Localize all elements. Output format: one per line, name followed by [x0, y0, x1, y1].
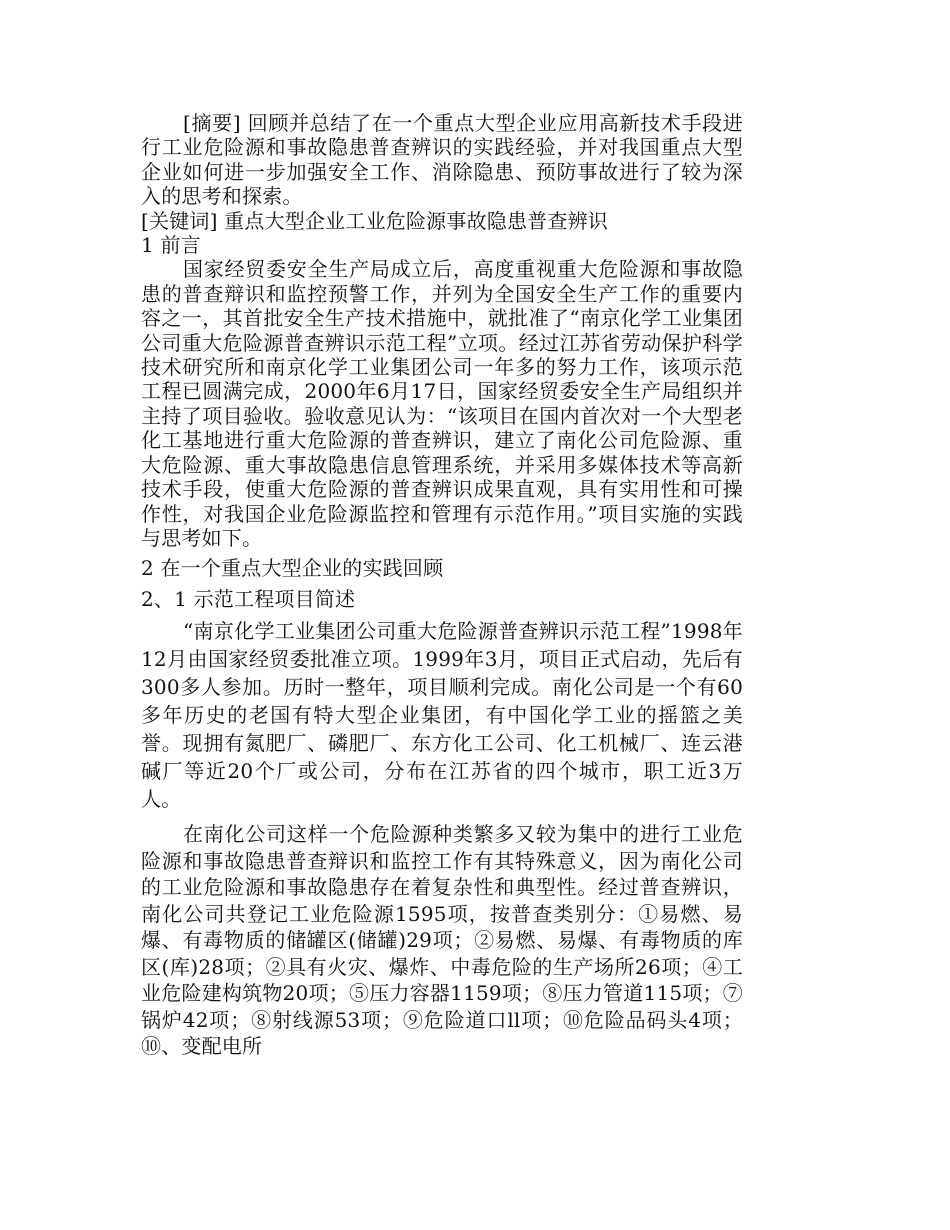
section-1-heading: 1 前言 [141, 233, 201, 258]
section-2-1-paragraph-1: “南京化学工业集团公司重大危险源普查辨识示范工程”1998年12月由国家经贸委批准立项。1999年3月，项目正式启动，先后有300多人参加。历时一整年，项目顺利完成。南化公司是一个有60多年历史的老国有特大型企业集团，有中国化学工业的摇篮之美誉。现拥有氮肥厂、磷肥厂、东方化工公司、化工机械厂、连云港碱厂等近20个厂或公司，分布在江苏省的四个城市，职工近3万人。 [141, 619, 743, 812]
abstract-paragraph: [摘要] 回顾并总结了在一个重点大型企业应用高新技术手段进行工业危险源和事故隐患普查辨识的实践经验，并对我国重点大型企业如何进一步加强安全工作、消除隐患、预防事故进行了较为深入的思考和探索。 [141, 111, 743, 209]
keywords-line: [关键词] 重点大型企业工业危险源事故隐患普查辨识 [141, 208, 608, 233]
section-2-1-paragraph-2: 在南化公司这样一个危险源种类繁多又较为集中的进行工业危险源和事故隐患普查辩识和监控工作有其特殊意义，因为南化公司的工业危险源和事故隐患存在着复杂性和典型性。经过普查辨识，南化公司共登记工业危险源1595项，按普查类别分：①易燃、易爆、有毒物质的储罐区(储罐)29项；②易燃、易爆、有毒物质的库区(库)28项；②具有火灾、爆炸、中毒危险的生产场所26项；④工业危险建构筑物20项；⑤压力容器1159项；⑧压力管道115项；⑦锅炉42项；⑧射线源53项；⑨危险道口ll项；⑩危险品码头4项；⑩、变配电所 [141, 822, 743, 1059]
section-2-heading: 2 在一个重点大型企业的实践回顾 [141, 556, 444, 581]
section-2-1-heading: 2、1 示范工程项目简述 [141, 586, 356, 611]
document-body [141, 111, 743, 1060]
section-1-paragraph: 国家经贸委安全生产局成立后，高度重视重大危险源和事故隐患的普查辩识和监控预警工作，并列为全国安全生产工作的重要内容之一，其首批安全生产技术措施中，就批准了“南京化学工业集团公司重大危险源普查辨识示范工程”立项。经过江苏省劳动保护科学技术研究所和南京化学工业集团公司一年多的努力工作，该项示范工程已圆满完成，2000年6月17日，国家经贸委安全生产局组织并主持了项目验收。验收意见认为：“该项目在国内首次对一个大型老化工基地进行重大危险源的普查辨识，建立了南化公司危险源、重大危险源、重大事故隐患信息管理系统，并采用多媒体技术等高新技术手段，使重大危险源的普查辨识成果直观，具有实用性和可操作性，对我国企业危险源监控和管理有示范作用。”项目实施的实践与思考如下。 [141, 257, 743, 550]
